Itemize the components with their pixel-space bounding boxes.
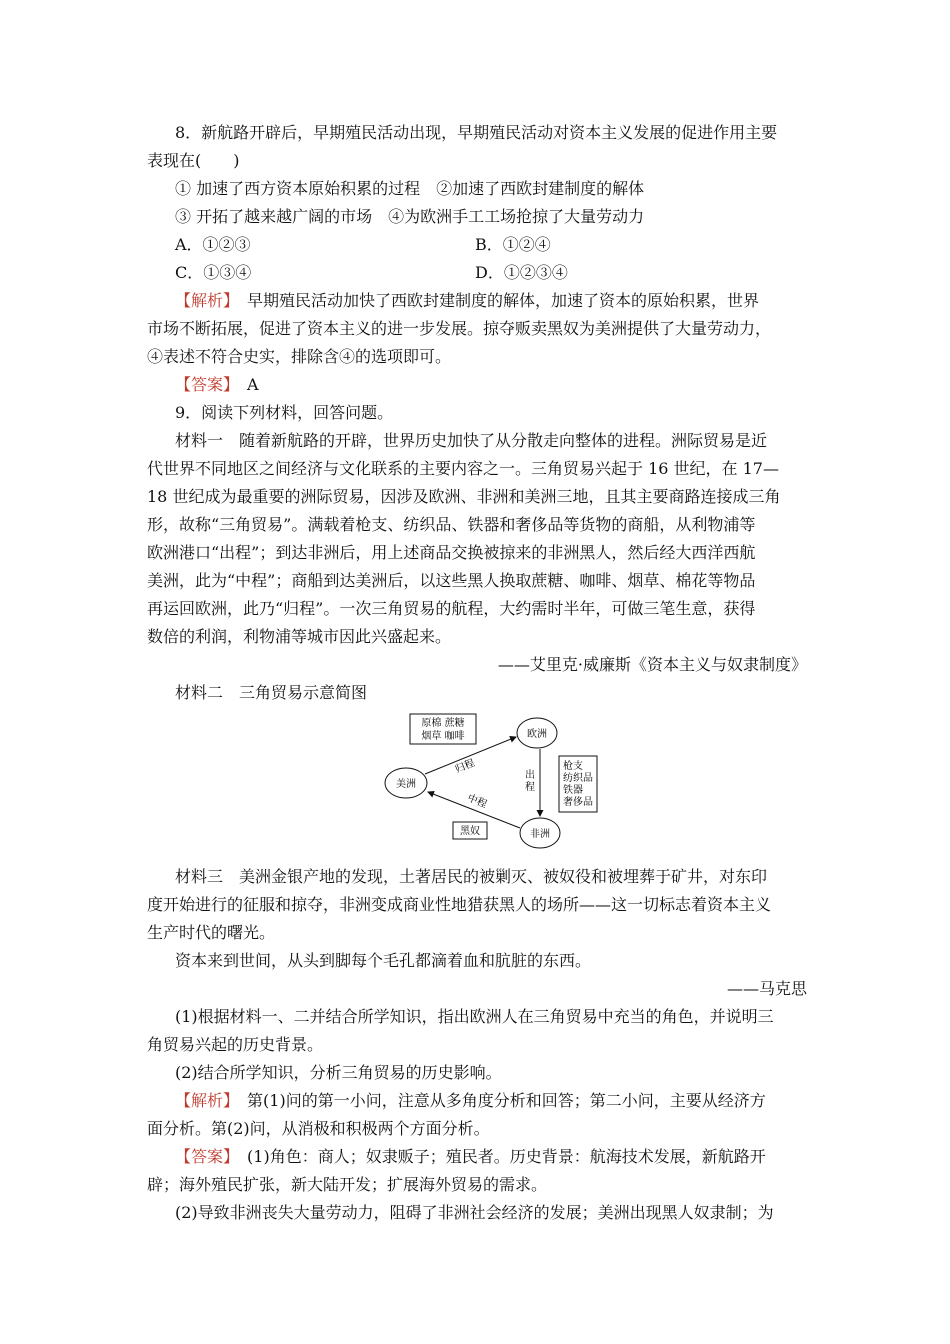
q9-material3-line1: 材料三 美洲金银产地的发现，土著居民的被剿灭、被奴役和被埋葬于矿井，对东印 [175,867,768,886]
q8-option-d: D．①②③④ [475,263,568,282]
africa-label: 非洲 [530,829,550,840]
q8-analysis-line2: 市场不断拓展，促进了资本主义的进一步发展。掠夺贩卖黑奴为美洲提供了大量劳动力， [147,319,772,338]
q9-material1-line5: 欧洲港口“出程”；到达非洲后，用上述商品交换被掠来的非洲黑人，然后经大西洋西航 [147,543,756,562]
q9-analysis-line2: 面分析。第(2)问，从消极和积极两个方面分析。 [147,1119,490,1138]
europe-goods-item: 铁器 [563,785,583,796]
q9-subquestion1-line2: 角贸易兴起的历史背景。 [147,1035,324,1054]
q8-option-c: C．①③④ [175,263,252,282]
q9-material1-line6: 美洲，此为“中程”；商船到达美洲后，以这些黑人换取蔗糖、咖啡、烟草、棉花等物品 [147,571,756,590]
q9-material3-line3: 生产时代的曙光。 [147,923,276,942]
q9-subquestion2: (2)结合所学知识，分析三角贸易的历史影响。 [175,1063,502,1082]
q9-answer-line2: 辟；海外殖民扩张，新大陆开发；扩展海外贸易的需求。 [147,1175,548,1194]
q9-subquestion1-line1: (1)根据材料一、二并结合所学知识，指出欧洲人在三角贸易中充当的角色，并说明三 [175,1007,774,1026]
out-leg-label: 出程 [525,770,535,793]
q9-material1-line2: 代世界不同地区之间经济与文化联系的主要内容之一。三角贸易兴起于 16 世纪，在 17— [147,459,779,478]
q9-material1-line1: 材料一 随着新航路的开辟，世界历史加快了从分散走向整体的进程。洲际贸易是近 [175,431,768,450]
q9-analysis-line1 [175,1090,766,1112]
q9-quote-source: ——马克思 [726,979,807,998]
q8-item-line2: ③ 开拓了越来越广阔的市场 ④为欧洲手工工场抢掠了大量劳动力 [175,207,645,226]
q9-material1-line3: 18 世纪成为最重要的洲际贸易，因涉及欧洲、非洲和美洲三地，且其主要商路连接成三角 [147,487,781,506]
q9-material1-source: ——艾里克·威廉斯《资本主义与奴隶制度》 [497,655,807,674]
return-leg-label: 归程 [453,757,477,776]
slaves-label: 黑奴 [460,826,480,837]
analysis-tag: 【解析】 [175,291,232,310]
america-goods-line1: 原棉 蔗糖 [421,718,465,729]
q8-option-a: A．①②③ [175,235,251,254]
analysis-text: 早期殖民活动加快了西欧封建制度的解体，加速了资本的原始积累，世界 [247,291,760,310]
middle-leg-label: 中程 [465,792,489,811]
triangle-trade-diagram [370,708,600,858]
q9-material2-title: 材料二 三角贸易示意简图 [175,683,368,702]
europe-goods-item: 纺织品 [563,773,593,784]
q9-quote: 资本来到世间，从头到脚每个毛孔都滴着血和肮脏的东西。 [175,951,592,970]
q8-option-b: B．①②④ [475,235,551,254]
analysis-text: 第(1)问的第一小问，注意从多角度分析和回答；第二小问，主要从经济方 [247,1091,766,1110]
answer-text: A [247,375,259,394]
answer-tag: 【答案】 [175,375,232,394]
q9-material1-line8: 数倍的利润，利物浦等城市因此兴盛起来。 [147,627,452,646]
answer-text: (1)角色：商人；奴隶贩子；殖民者。历史背景：航海技术发展，新航路开 [247,1147,766,1166]
q8-stem-line1: 8．新航路开辟后，早期殖民活动出现，早期殖民活动对资本主义发展的促进作用主要 [175,123,778,142]
q8-item-line1: ① 加速了西方资本原始积累的过程 ②加速了西欧封建制度的解体 [175,179,645,198]
q8-analysis-line1 [175,290,759,312]
america-label: 美洲 [396,779,416,790]
q8-answer-line [175,374,259,396]
q9-stem: 9．阅读下列材料，回答问题。 [175,403,394,422]
europe-goods-item: 奢侈品 [563,797,593,808]
europe-goods-item: 枪支 [563,761,583,772]
q8-analysis-line3: ④表述不符合史实，排除含④的选项即可。 [147,347,452,366]
america-goods-line2: 烟草 咖啡 [421,731,465,742]
europe-label: 欧洲 [527,729,547,740]
q9-material1-line7: 再运回欧洲，此乃“归程”。一次三角贸易的航程，大约需时半年，可做三笔生意，获得 [147,599,756,618]
q9-answer-line1 [175,1146,766,1168]
q9-material1-line4: 形，故称“三角贸易”。满载着枪支、纺织品、铁器和奢侈品等货物的商船，从利物浦等 [147,515,756,534]
q8-stem-line2: 表现在( ) [147,151,240,170]
analysis-tag: 【解析】 [175,1091,232,1110]
q9-material3-line2: 度开始进行的征服和掠夺，非洲变成商业性地猎获黑人的场所——这一切标志着资本主义 [147,895,772,914]
answer-tag: 【答案】 [175,1147,232,1166]
q9-answer-line3: (2)导致非洲丧失大量劳动力，阻碍了非洲社会经济的发展；美洲出现黑人奴隶制；为 [175,1203,774,1222]
